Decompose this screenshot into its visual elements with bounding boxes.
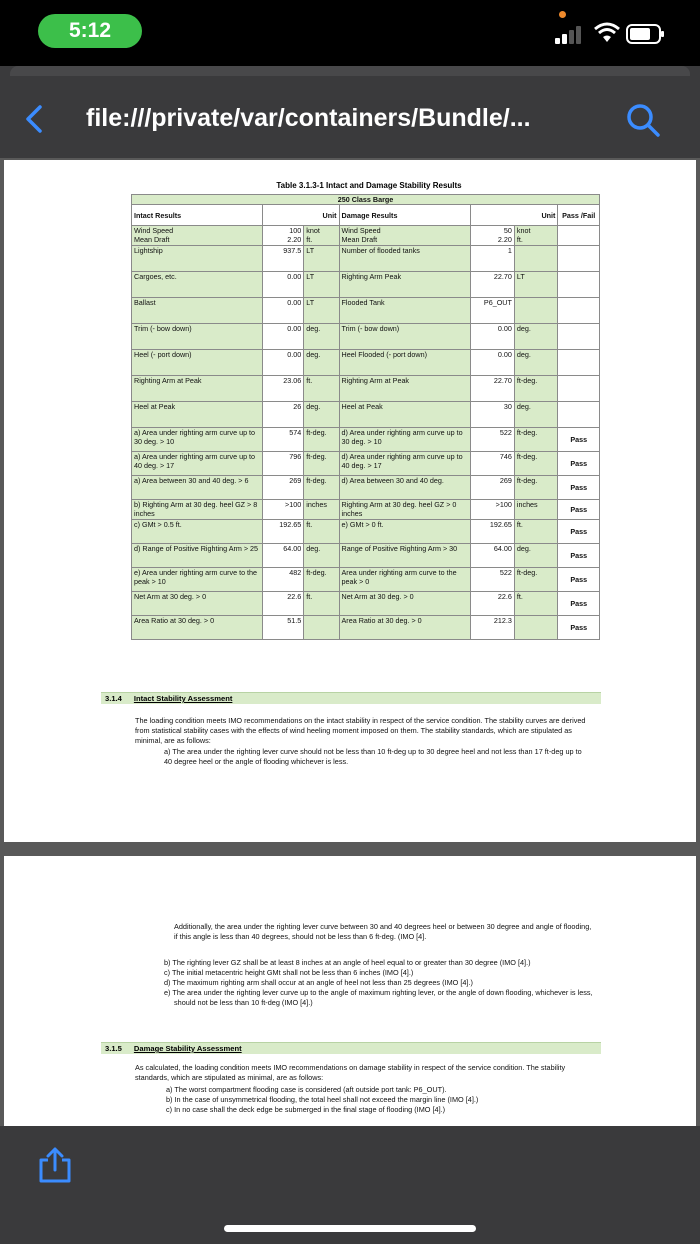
table-cell-dr: Righting Arm Peak	[339, 272, 471, 298]
header-intact-results: Intact Results	[132, 205, 263, 226]
table-cell-iv: 26	[262, 402, 304, 428]
table-cell-iv: 269	[262, 476, 304, 500]
table-cell-du	[514, 246, 558, 272]
table-cell-pf: Pass	[558, 616, 600, 640]
table-body	[132, 226, 600, 640]
table-cell-dr: e) GMt > 0 ft.	[339, 520, 471, 544]
table-cell-dr: Heel Flooded (- port down)	[339, 350, 471, 376]
status-time[interactable]: 5:12	[38, 14, 142, 48]
table-cell-pf	[558, 376, 600, 402]
table-cell-dr: Area under righting arm curve to the peak > 0	[339, 568, 471, 592]
table-row	[132, 428, 600, 452]
table-subtitle: 250 Class Barge	[132, 195, 600, 205]
table-row	[132, 616, 600, 640]
wifi-icon	[594, 22, 620, 44]
list-item: c) The initial metacentric height GMt shall not be less than 6 inches (IMO [4].)	[164, 968, 414, 977]
table-cell-dv: 522	[471, 568, 515, 592]
table-cell-dv: 269	[471, 476, 515, 500]
table-cell-dv: 22.70	[471, 272, 515, 298]
table-cell-iu: deg.	[304, 402, 339, 428]
table-row	[132, 476, 600, 500]
table-cell-dr: Heel at Peak	[339, 402, 471, 428]
table-cell-ir: Heel (- port down)	[132, 350, 263, 376]
table-cell-du	[514, 298, 558, 324]
table-cell-pf: Pass	[558, 500, 600, 520]
back-chevron-icon[interactable]	[20, 104, 50, 134]
table-cell-iv: 192.65	[262, 520, 304, 544]
table-cell-iu: LT	[304, 246, 339, 272]
table-cell-dv: 212.3	[471, 616, 515, 640]
table-cell-iv: 100 2.20	[262, 226, 304, 246]
table-cell-dr: Righting Arm at 30 deg. heel GZ > 0 inches	[339, 500, 471, 520]
table-cell-du: deg.	[514, 350, 558, 376]
table-row	[132, 500, 600, 520]
table-cell-iu: ft.	[304, 592, 339, 616]
pdf-viewer[interactable]	[0, 158, 700, 1126]
table-cell-dr: Trim (- bow down)	[339, 324, 471, 350]
table-cell-iv: 22.6	[262, 592, 304, 616]
table-cell-iv: 51.5	[262, 616, 304, 640]
table-row	[132, 272, 600, 298]
table-cell-iu: deg.	[304, 350, 339, 376]
table-cell-pf: Pass	[558, 592, 600, 616]
table-cell-iu: ft-deg.	[304, 452, 339, 476]
table-cell-ir: Ballast	[132, 298, 263, 324]
table-cell-dr: d) Area under righting arm curve up to 40 deg. > 17	[339, 452, 471, 476]
table-cell-du: ft.	[514, 520, 558, 544]
list-item: e) The area under the righting lever curve up to the angle of maximum righting lever, or the angle of down flooding, whichever is less, should not be less than 10 ft-deg (IMO [4].)	[164, 988, 593, 1007]
table-cell-iv: 0.00	[262, 324, 304, 350]
table-cell-dv: 0.00	[471, 324, 515, 350]
table-cell-ir: Net Arm at 30 deg. > 0	[132, 592, 263, 616]
table-cell-ir: Cargoes, etc.	[132, 272, 263, 298]
table-cell-ir: d) Range of Positive Righting Arm > 25	[132, 544, 263, 568]
table-cell-iu: deg.	[304, 544, 339, 568]
table-cell-pf	[558, 324, 600, 350]
table-cell-ir: Righting Arm at Peak	[132, 376, 263, 402]
pdf-page-1	[4, 160, 696, 842]
table-cell-ir: a) Area under righting arm curve up to 30 deg. > 10	[132, 428, 263, 452]
page2-paragraph: Additionally, the area under the righting lever curve between 30 and 40 degrees heel or between 30 degree and angle of flooding, if this angle is less than 40 degrees, should not be less than 6 ft-deg. (IMO [4].	[174, 922, 592, 941]
section-3-1-5-heading: 3.1.5 Damage Stability Assessment	[101, 1042, 601, 1054]
table-cell-du: ft-deg.	[514, 568, 558, 592]
header-unit-2: Unit	[471, 205, 558, 226]
table-row	[132, 246, 600, 272]
pdf-page-2	[4, 856, 696, 1126]
section-3-1-4-heading: 3.1.4 Intact Stability Assessment	[101, 692, 601, 704]
search-icon[interactable]	[624, 102, 664, 138]
table-row	[132, 520, 600, 544]
table-cell-dv: 30	[471, 402, 515, 428]
section-3-1-4-item-a: a) The area under the righting lever curve should not be less than 10 ft-deg up to 30 degree heel and not less than 17 ft-deg up to 40 degree heel or the angle of flooding whichever is less.	[164, 747, 582, 766]
table-cell-pf: Pass	[558, 544, 600, 568]
table-cell-pf	[558, 298, 600, 324]
table-cell-ir: Area Ratio at 30 deg. > 0	[132, 616, 263, 640]
table-cell-pf	[558, 350, 600, 376]
table-cell-dv: 0.00	[471, 350, 515, 376]
battery-icon	[626, 24, 666, 44]
table-cell-dr: Range of Positive Righting Arm > 30	[339, 544, 471, 568]
table-cell-pf	[558, 402, 600, 428]
table-cell-iu: LT	[304, 272, 339, 298]
table-row	[132, 568, 600, 592]
table-cell-iv: 0.00	[262, 272, 304, 298]
table-cell-dv: 1	[471, 246, 515, 272]
table-cell-ir: b) Righting Arm at 30 deg. heel GZ > 8 inches	[132, 500, 263, 520]
table-cell-ir: Trim (- bow down)	[132, 324, 263, 350]
table-cell-pf	[558, 272, 600, 298]
table-cell-du: ft-deg.	[514, 428, 558, 452]
section-3-1-4-paragraph: The loading condition meets IMO recommendations on the intact stability in respect of the service condition. The stability curves are derived from statistical stability cases with the effects of wind heeling moment imposed on them. The stability standards, which are stipulated as minimal, are as follows:	[135, 716, 586, 745]
tab-strip	[10, 66, 690, 76]
table-cell-dv: 22.6	[471, 592, 515, 616]
table-cell-du: inches	[514, 500, 558, 520]
table-cell-du: ft.	[514, 592, 558, 616]
table-row	[132, 544, 600, 568]
table-cell-pf: Pass	[558, 476, 600, 500]
home-indicator[interactable]	[224, 1225, 476, 1232]
table-row	[132, 592, 600, 616]
table-cell-iu: ft.	[304, 376, 339, 402]
table-cell-ir: e) Area under righting arm curve to the peak > 10	[132, 568, 263, 592]
table-cell-dv: >100	[471, 500, 515, 520]
status-bar	[0, 0, 700, 66]
table-row	[132, 324, 600, 350]
table-cell-dv: 22.70	[471, 376, 515, 402]
table-cell-iv: 23.06	[262, 376, 304, 402]
table-cell-dv: 746	[471, 452, 515, 476]
table-cell-dr: Area Ratio at 30 deg. > 0	[339, 616, 471, 640]
table-cell-dr: Number of flooded tanks	[339, 246, 471, 272]
privacy-indicator-dot	[559, 11, 566, 18]
table-cell-ir: Wind Speed Mean Draft	[132, 226, 263, 246]
table-cell-du: deg.	[514, 544, 558, 568]
table-row	[132, 452, 600, 476]
list-item: b) The righting lever GZ shall be at least 8 inches at an angle of heel equal to or greater than 30 degree (IMO [4].)	[164, 958, 531, 967]
table-cell-iu: ft.	[304, 520, 339, 544]
table-cell-dr: Righting Arm at Peak	[339, 376, 471, 402]
table-cell-ir: Heel at Peak	[132, 402, 263, 428]
header-unit: Unit	[262, 205, 339, 226]
table-cell-du: deg.	[514, 324, 558, 350]
table-cell-iv: 482	[262, 568, 304, 592]
section-3-1-5-list	[164, 1085, 594, 1115]
table-cell-iu: deg.	[304, 324, 339, 350]
table-cell-du: deg.	[514, 402, 558, 428]
table-cell-dr: d) Area under righting arm curve up to 30 deg. > 10	[339, 428, 471, 452]
table-row	[132, 226, 600, 246]
table-cell-iu: ft-deg.	[304, 568, 339, 592]
table-cell-iv: >100	[262, 500, 304, 520]
table-cell-iv: 0.00	[262, 298, 304, 324]
table-cell-ir: Lightship	[132, 246, 263, 272]
table-cell-dv: 192.65	[471, 520, 515, 544]
table-cell-pf: Pass	[558, 520, 600, 544]
table-cell-iu: knot ft.	[304, 226, 339, 246]
table-cell-dv: 50 2.20	[471, 226, 515, 246]
table-cell-iu: ft-deg.	[304, 476, 339, 500]
table-cell-pf: Pass	[558, 568, 600, 592]
page2-criteria-list	[162, 958, 594, 1008]
table-cell-ir: a) Area between 30 and 40 deg. > 6	[132, 476, 263, 500]
table-cell-du: ft-deg.	[514, 376, 558, 402]
table-cell-dr: Net Arm at 30 deg. > 0	[339, 592, 471, 616]
table-cell-ir: c) GMt > 0.5 ft.	[132, 520, 263, 544]
table-cell-du: ft-deg.	[514, 476, 558, 500]
cellular-signal-icon	[555, 26, 587, 44]
table-cell-dv: P6_OUT	[471, 298, 515, 324]
table-cell-iv: 64.00	[262, 544, 304, 568]
table-row	[132, 402, 600, 428]
table-cell-pf: Pass	[558, 428, 600, 452]
section-3-1-5-paragraph: As calculated, the loading condition meets IMO recommendations on damage stability in respect of the service condition. The stability standards, which are stipulated as minimal, are as follows:	[135, 1063, 566, 1082]
table-cell-dr: Flooded Tank	[339, 298, 471, 324]
table-cell-iu: LT	[304, 298, 339, 324]
list-item: b) In the case of unsymmetrical flooding, the total heel shall not exceed the margin line (IMO [4].)	[166, 1095, 479, 1104]
list-item: c) In no case shall the deck edge be submerged in the final stage of flooding (IMO [4].)	[166, 1105, 446, 1114]
table-cell-dv: 522	[471, 428, 515, 452]
table-cell-du: LT	[514, 272, 558, 298]
table-cell-dr: Wind Speed Mean Draft	[339, 226, 471, 246]
table-cell-pf: Pass	[558, 452, 600, 476]
table-cell-iu: inches	[304, 500, 339, 520]
table-cell-iv: 0.00	[262, 350, 304, 376]
share-icon[interactable]	[36, 1146, 74, 1184]
table-cell-ir: a) Area under righting arm curve up to 40 deg. > 17	[132, 452, 263, 476]
table-cell-iu: ft-deg.	[304, 428, 339, 452]
table-cell-du: knot ft.	[514, 226, 558, 246]
table-cell-pf	[558, 226, 600, 246]
list-item: d) The maximum righting arm shall occur at an angle of heel not less than 25 degrees (IMO [4].)	[164, 978, 473, 987]
header-damage-results: Damage Results	[339, 205, 471, 226]
table-title: Table 3.1.3-1 Intact and Damage Stability Results	[276, 181, 462, 190]
table-cell-iv: 937.5	[262, 246, 304, 272]
table-cell-dv: 64.00	[471, 544, 515, 568]
stability-results-table	[131, 194, 600, 640]
url-bar[interactable]: file:///private/var/containers/Bundle/...	[86, 104, 531, 132]
list-item: a) The worst compartment flooding case is considered (aft outside port tank: P6_OUT).	[166, 1085, 447, 1094]
table-cell-iu	[304, 616, 339, 640]
table-cell-dr: d) Area between 30 and 40 deg.	[339, 476, 471, 500]
table-row	[132, 350, 600, 376]
header-pass-fail: Pass /Fail	[558, 205, 600, 226]
table-cell-du	[514, 616, 558, 640]
table-cell-du: ft-deg.	[514, 452, 558, 476]
table-cell-iv: 796	[262, 452, 304, 476]
table-cell-iv: 574	[262, 428, 304, 452]
table-row	[132, 376, 600, 402]
table-row	[132, 298, 600, 324]
table-cell-pf	[558, 246, 600, 272]
